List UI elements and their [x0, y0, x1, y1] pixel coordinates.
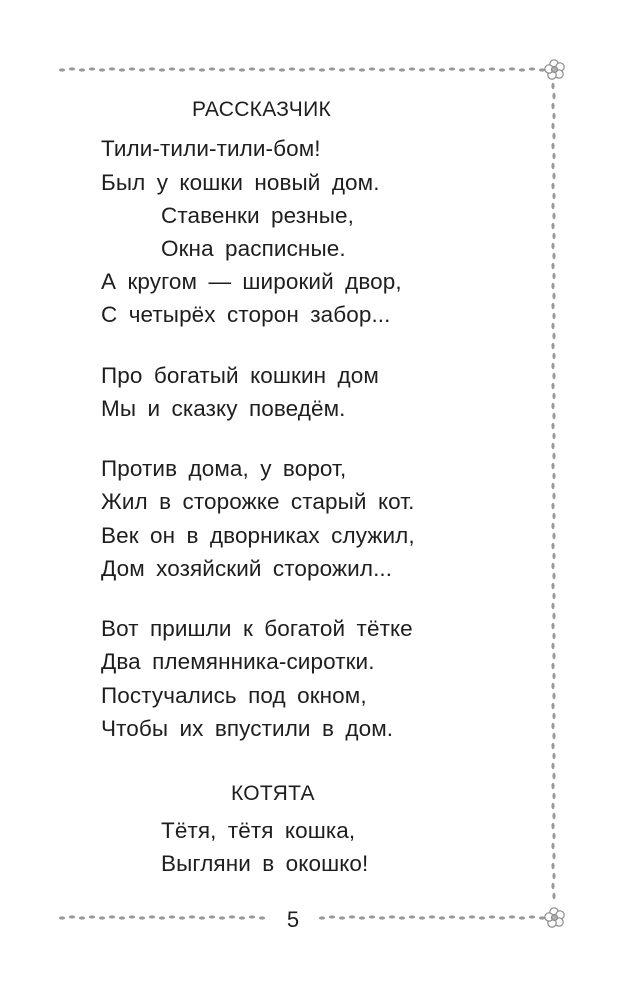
verse-line: Мы и сказку поведём. [101, 396, 346, 421]
speaker-name-narrator: РАССКАЗЧИК [192, 98, 332, 121]
verse-line: А кругом — широкий двор, [101, 269, 402, 294]
verse-line: Жил в сторожке старый кот. [101, 489, 415, 514]
verse-line: Про богатый кошкин дом [101, 363, 379, 388]
verse-line: Против дома, у ворот, [101, 456, 347, 481]
verse-line: Век он в дворниках служил, [101, 523, 415, 548]
verse-line: Окна расписные. [161, 236, 346, 261]
bottom-corner-flower-icon [545, 908, 564, 927]
speaker-name-kittens: КОТЯТА [231, 782, 315, 805]
verse-line: Дом хозяйский сторожил... [101, 556, 393, 581]
verse-line: Два племянника-сиротки. [101, 649, 375, 674]
verse-line: Ставенки резные, [161, 203, 354, 228]
verse-line: Чтобы их впустили в дом. [101, 716, 394, 741]
top-border-line [59, 67, 545, 71]
verse-line: Постучались под окном, [101, 683, 367, 708]
page-number: 5 [286, 907, 300, 932]
verse-line: Вот пришли к богатой тётке [101, 616, 413, 641]
verse-line: С четырёх сторон забор... [101, 302, 391, 327]
verse-line: Тили-тили-тили-бом! [101, 136, 321, 161]
top-corner-flower-icon [545, 60, 564, 79]
verse-line: Был у кошки новый дом. [101, 170, 380, 195]
verse-line: Тётя, тётя кошка, [161, 818, 356, 843]
verse-line: Выгляни в окошко! [161, 851, 369, 876]
right-border-line [551, 83, 555, 899]
